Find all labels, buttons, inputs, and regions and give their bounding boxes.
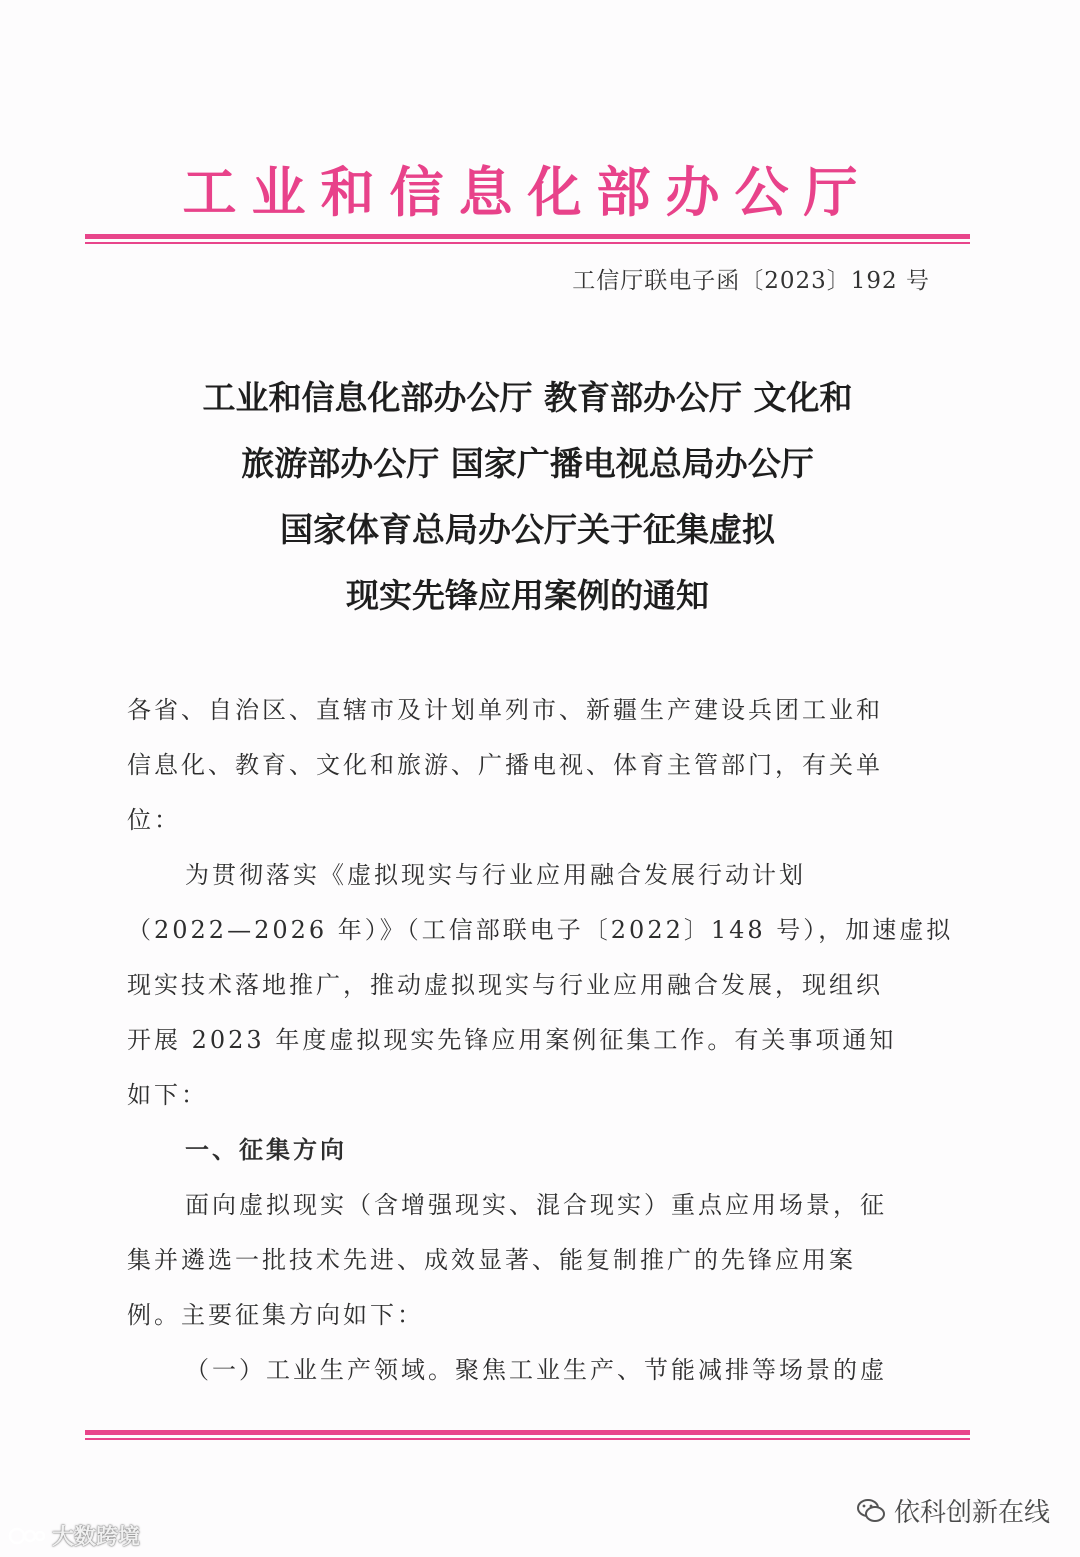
- body-line: 为贯彻落实《虚拟现实与行业应用融合发展行动计划: [185, 861, 806, 889]
- body-line: 例。主要征集方向如下：: [127, 1301, 424, 1329]
- title-line: 工业和信息化部办公厅 教育部办公厅 文化和: [202, 378, 853, 417]
- title-line: 国家体育总局办公厅关于征集虚拟: [280, 510, 775, 549]
- body-line: 集并遴选一批技术先进、成效显著、能复制推广的先锋应用案: [127, 1246, 856, 1274]
- body-line: 开展 2023 年度虚拟现实先锋应用案例征集工作。有关事项通知: [127, 1026, 897, 1054]
- notice-body: [127, 683, 954, 1398]
- body-line: 现实技术落地推广，推动虚拟现实与行业应用融合发展，现组织: [127, 971, 883, 999]
- notice-title: [100, 365, 955, 629]
- wechat-watermark-text: 依科创新在线: [893, 1498, 1050, 1528]
- body-line: （一）工业生产领域。聚焦工业生产、节能减排等场景的虚: [185, 1356, 887, 1384]
- body-line: 信息化、教育、文化和旅游、广播电视、体育主管部门，有关单: [127, 751, 883, 779]
- section-heading: 一、征集方向: [185, 1136, 347, 1164]
- top-red-rule: [85, 234, 970, 244]
- letterhead-org: 工业和信息化部办公厅: [182, 161, 873, 224]
- body-line: （2022—2026 年）》（工信部联电子〔2022〕148 号），加速虚拟: [127, 916, 954, 944]
- bottom-red-rule: [85, 1430, 970, 1440]
- wechat-watermark: [856, 1492, 1050, 1529]
- corner-watermark-text: 大数跨境: [52, 1525, 141, 1550]
- body-line: 各省、自治区、直辖市及计划单列市、新疆生产建设兵团工业和: [127, 696, 883, 724]
- corner-watermark: [8, 1520, 140, 1551]
- body-line: 位：: [127, 806, 181, 834]
- body-line: 如下：: [127, 1081, 208, 1109]
- wechat-icon: [856, 1498, 886, 1524]
- body-line: 面向虚拟现实（含增强现实、混合现实）重点应用场景，征: [185, 1191, 887, 1219]
- ellipsis-logo-icon: [8, 1525, 48, 1547]
- document-number: 工信厅联电子函〔2023〕192 号: [572, 268, 930, 294]
- title-line: 现实先锋应用案例的通知: [346, 576, 709, 615]
- title-line: 旅游部办公厅 国家广播电视总局办公厅: [241, 444, 814, 483]
